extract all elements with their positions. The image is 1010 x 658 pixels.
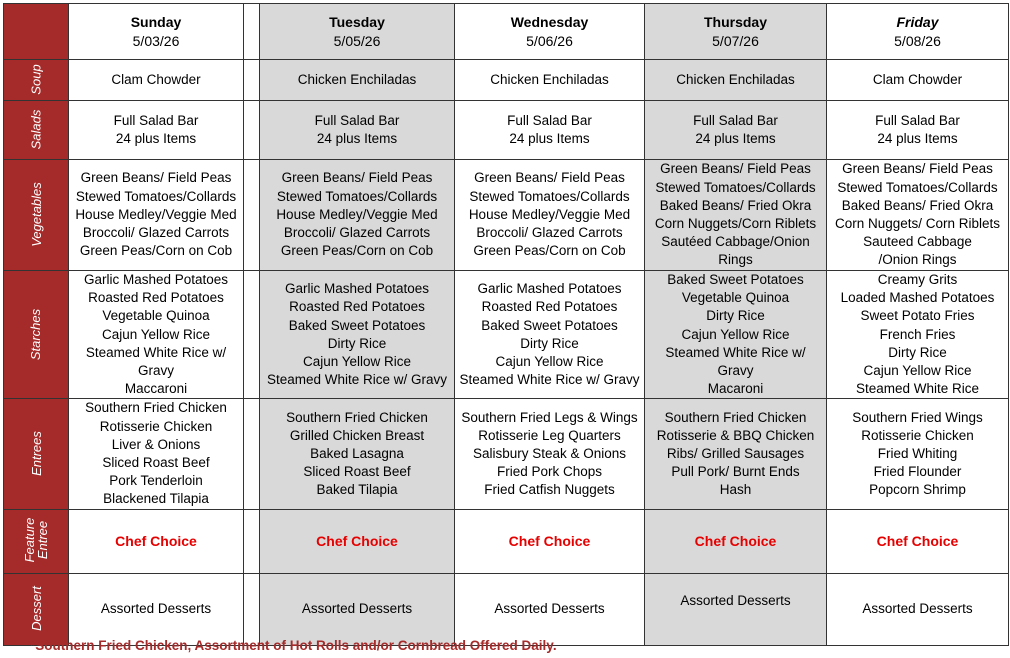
category-label: Dessert bbox=[28, 586, 44, 631]
menu-item: Green Peas/Corn on Cob bbox=[280, 243, 434, 259]
menu-item: Sliced Roast Beef bbox=[102, 455, 210, 471]
menu-item: Fried Whiting bbox=[877, 445, 958, 461]
dessert-item: Assorted Desserts bbox=[680, 593, 791, 609]
header-row bbox=[4, 4, 1009, 60]
menu-item: Dirty Rice bbox=[520, 335, 579, 351]
category-label: Vegetables bbox=[28, 182, 44, 247]
menu-item: Steamed White Rice bbox=[855, 381, 980, 397]
cell-soup bbox=[827, 60, 1009, 101]
menu-item: 24 plus Items bbox=[877, 131, 958, 146]
menu-item: Dirty Rice bbox=[327, 335, 387, 351]
menu-item: Macaroni bbox=[707, 381, 764, 397]
feature-entree: Chef Choice bbox=[508, 532, 591, 549]
category-salads bbox=[4, 101, 69, 160]
menu-item: Baked Lasagna bbox=[310, 445, 404, 461]
menu-item: Cajun Yellow Rice bbox=[101, 326, 211, 342]
menu-item: Chicken Enchiladas bbox=[676, 71, 795, 87]
cell-dessert bbox=[69, 573, 244, 645]
dessert-item: Assorted Desserts bbox=[301, 601, 413, 617]
menu-item: Clam Chowder bbox=[111, 71, 201, 87]
menu-item: Pull Pork/ Burnt Ends bbox=[671, 464, 800, 480]
cell-vegetables bbox=[645, 160, 827, 271]
menu-item: Blackened Tilapia bbox=[103, 491, 209, 507]
menu-item: Cajun Yellow Rice bbox=[863, 363, 972, 379]
menu-item: Baked Tilapia bbox=[316, 482, 398, 498]
menu-item: Green Peas/Corn on Cob bbox=[473, 243, 626, 259]
menu-item: House Medley/Veggie Med bbox=[468, 206, 631, 222]
category-label: Feature Entree bbox=[22, 517, 50, 562]
feature-entree: Chef Choice bbox=[115, 532, 197, 549]
day-name: Wednesday bbox=[510, 13, 589, 30]
spacer-cell bbox=[244, 573, 260, 645]
day-header bbox=[455, 4, 645, 60]
cell-dessert bbox=[455, 573, 645, 645]
row-soup bbox=[4, 60, 1009, 101]
menu-item: Hash bbox=[719, 482, 752, 498]
cell-salads bbox=[260, 101, 455, 160]
cell-entrees bbox=[260, 399, 455, 509]
menu-item: Roasted Red Potatoes bbox=[88, 290, 224, 306]
cell-salads bbox=[69, 101, 244, 160]
cell-entrees bbox=[69, 399, 244, 509]
menu-item: Pork Tenderloin bbox=[109, 473, 203, 489]
day-date: 5/06/26 bbox=[526, 32, 573, 49]
menu-item: House Medley/Veggie Med bbox=[276, 206, 438, 222]
menu-item: Southern Fried Wings bbox=[852, 409, 983, 425]
spacer-cell bbox=[244, 509, 260, 573]
menu-item: Baked Beans/ Fried Okra bbox=[659, 197, 812, 213]
cell-starches bbox=[827, 271, 1009, 399]
day-header bbox=[69, 4, 244, 60]
menu-item: Southern Fried Legs & Wings bbox=[461, 409, 638, 425]
cell-dessert bbox=[260, 573, 455, 645]
menu-item: Fried Flounder bbox=[873, 464, 962, 480]
menu-item: Green Beans/ Field Peas bbox=[842, 161, 993, 177]
menu-item: Steamed White Rice w/ Gravy bbox=[266, 372, 448, 388]
day-header bbox=[827, 4, 1009, 60]
cell-starches bbox=[69, 271, 244, 399]
menu-item: Vegetable Quinoa bbox=[681, 290, 790, 306]
cell-soup bbox=[69, 60, 244, 101]
menu-item: Garlic Mashed Potatoes bbox=[477, 281, 622, 297]
menu-item: Stewed Tomatoes/Collards bbox=[837, 179, 998, 195]
cell-starches bbox=[645, 271, 827, 399]
cell-vegetables bbox=[69, 160, 244, 271]
cell-salads bbox=[827, 101, 1009, 160]
menu-item: House Medley/Veggie Med bbox=[75, 206, 237, 222]
cell-starches bbox=[455, 271, 645, 399]
menu-item: Corn Nuggets/Corn Riblets bbox=[654, 216, 817, 231]
menu-item: Cajun Yellow Rice bbox=[302, 353, 412, 369]
cell-feature bbox=[260, 509, 455, 573]
menu-item: Gravy bbox=[137, 363, 174, 379]
menu-item: Stewed Tomatoes/Collards bbox=[75, 188, 237, 204]
day-name: Friday bbox=[896, 13, 939, 30]
corner-cell bbox=[4, 4, 69, 60]
menu-item: Stewed Tomatoes/Collards bbox=[469, 188, 630, 204]
menu-item: Rotisserie & BBQ Chicken bbox=[656, 427, 815, 443]
spacer-cell bbox=[244, 4, 260, 60]
menu-item: Full Salad Bar bbox=[314, 112, 400, 128]
menu-item: Gravy bbox=[717, 363, 754, 379]
feature-entree: Chef Choice bbox=[876, 532, 959, 549]
menu-item: Liver & Onions bbox=[111, 436, 201, 452]
menu-item: Green Beans/ Field Peas bbox=[80, 170, 232, 186]
cell-feature bbox=[69, 509, 244, 573]
feature-entree: Chef Choice bbox=[316, 532, 398, 549]
menu-item: Sautéed Cabbage/Onion bbox=[661, 234, 810, 250]
menu-item: Ribs/ Grilled Sausages bbox=[666, 445, 805, 461]
category-vegetables bbox=[4, 160, 69, 271]
menu-item: Roasted Red Potatoes bbox=[481, 299, 618, 315]
menu-item: 24 plus Items bbox=[115, 131, 197, 146]
menu-item: Clam Chowder bbox=[872, 71, 963, 87]
menu-item: 24 plus Items bbox=[695, 131, 776, 146]
menu-item: Sauteed Cabbage bbox=[863, 234, 972, 250]
menu-item: Broccoli/ Glazed Carrots bbox=[283, 225, 431, 241]
cell-vegetables bbox=[455, 160, 645, 271]
menu-item: Sliced Roast Beef bbox=[303, 464, 411, 480]
menu-item: Full Salad Bar bbox=[113, 112, 199, 128]
menu-item: Vegetable Quinoa bbox=[102, 308, 210, 324]
menu-item: Garlic Mashed Potatoes bbox=[83, 272, 229, 287]
menu-item: Chicken Enchiladas bbox=[490, 71, 609, 87]
category-label: Entrees bbox=[28, 431, 44, 476]
menu-item: Broccoli/ Glazed Carrots bbox=[82, 225, 230, 241]
category-label: Starches bbox=[28, 308, 44, 360]
cell-dessert bbox=[645, 573, 827, 645]
menu-item: Baked Sweet Potatoes bbox=[481, 317, 618, 333]
menu-item: Rotisserie Leg Quarters bbox=[478, 427, 621, 443]
day-name: Sunday bbox=[130, 13, 182, 30]
menu-item: Full Salad Bar bbox=[507, 112, 592, 128]
spacer-cell bbox=[244, 399, 260, 509]
cell-starches bbox=[260, 271, 455, 399]
row-dessert bbox=[4, 573, 1009, 645]
menu-item: Southern Fried Chicken bbox=[85, 400, 227, 416]
category-entrees bbox=[4, 399, 69, 509]
menu-item: Steamed White Rice w/ bbox=[85, 344, 227, 360]
category-soup bbox=[4, 60, 69, 101]
day-name: Thursday bbox=[703, 13, 767, 30]
menu-item: Southern Fried Chicken bbox=[286, 409, 428, 425]
menu-item: Baked Sweet Potatoes bbox=[667, 272, 804, 287]
cell-entrees bbox=[455, 399, 645, 509]
menu-item: Rotisserie Chicken bbox=[861, 427, 974, 443]
menu-item: Cajun Yellow Rice bbox=[495, 353, 604, 369]
cell-feature bbox=[455, 509, 645, 573]
row-starches bbox=[4, 271, 1009, 399]
menu-item: Maccaroni bbox=[124, 381, 188, 397]
menu-item: Creamy Grits bbox=[877, 272, 958, 287]
menu-item: Full Salad Bar bbox=[693, 112, 778, 128]
category-label: Salads bbox=[28, 109, 44, 150]
dessert-item: Assorted Desserts bbox=[494, 601, 605, 617]
day-name: Tuesday bbox=[329, 13, 385, 30]
menu-item: Cajun Yellow Rice bbox=[681, 326, 790, 342]
weekly-menu-table bbox=[3, 3, 1009, 646]
menu-item: Rings bbox=[718, 252, 753, 268]
menu-item: Steamed White Rice w/ Gravy bbox=[459, 372, 640, 388]
day-header bbox=[260, 4, 455, 60]
day-date: 5/07/26 bbox=[712, 32, 759, 49]
cell-entrees bbox=[645, 399, 827, 509]
cell-soup bbox=[455, 60, 645, 101]
menu-item: Sweet Potato Fries bbox=[860, 308, 975, 324]
row-vegetables bbox=[4, 160, 1009, 271]
menu-item: Rotisserie Chicken bbox=[99, 418, 213, 434]
spacer-cell bbox=[244, 160, 260, 271]
cell-entrees bbox=[827, 399, 1009, 509]
menu-item: Full Salad Bar bbox=[875, 112, 960, 128]
menu-item: Southern Fried Chicken bbox=[664, 409, 807, 425]
menu-item: Green Beans/ Field Peas bbox=[281, 170, 433, 186]
menu-item: Green Beans/ Field Peas bbox=[474, 170, 625, 186]
menu-item: Dirty Rice bbox=[706, 308, 765, 324]
menu-item: Chicken Enchiladas bbox=[297, 71, 417, 87]
cell-soup bbox=[645, 60, 827, 101]
day-date: 5/05/26 bbox=[333, 32, 381, 49]
menu-item: /Onion Rings bbox=[878, 252, 957, 268]
menu-item: Garlic Mashed Potatoes bbox=[284, 281, 430, 297]
cell-soup bbox=[260, 60, 455, 101]
menu-item: 24 plus Items bbox=[509, 131, 590, 146]
cell-salads bbox=[645, 101, 827, 160]
category-feature bbox=[4, 509, 69, 573]
day-header bbox=[645, 4, 827, 60]
dessert-item: Assorted Desserts bbox=[100, 601, 212, 617]
cell-feature bbox=[645, 509, 827, 573]
menu-item: Baked Beans/ Fried Okra bbox=[841, 197, 994, 213]
spacer-cell bbox=[244, 60, 260, 101]
menu-item: Fried Catfish Nuggets bbox=[484, 482, 615, 498]
cell-vegetables bbox=[260, 160, 455, 271]
spacer-cell bbox=[244, 271, 260, 399]
menu-item: Dirty Rice bbox=[888, 344, 947, 360]
feature-entree: Chef Choice bbox=[694, 532, 777, 549]
menu-item: Stewed Tomatoes/Collards bbox=[655, 179, 816, 195]
menu-item: French Fries bbox=[879, 326, 956, 342]
day-date: 5/03/26 bbox=[132, 32, 180, 49]
menu-item: Baked Sweet Potatoes bbox=[288, 317, 426, 333]
daily-offer-footnote: *Southern Fried Chicken, Assortment of Hot Rolls and/or Cornbread Offered Daily. bbox=[30, 638, 557, 653]
spacer-cell bbox=[244, 101, 260, 160]
cell-vegetables bbox=[827, 160, 1009, 271]
menu-item: Green Peas/Corn on Cob bbox=[79, 243, 233, 259]
row-entrees bbox=[4, 399, 1009, 509]
menu-item: Salisbury Steak & Onions bbox=[472, 445, 627, 461]
day-date: 5/08/26 bbox=[894, 32, 941, 49]
menu-item: Steamed White Rice w/ bbox=[665, 344, 806, 360]
dessert-item: Assorted Desserts bbox=[862, 601, 973, 617]
menu-item: Corn Nuggets/ Corn Riblets bbox=[834, 216, 1001, 231]
row-feature bbox=[4, 509, 1009, 573]
category-label: Soup bbox=[28, 64, 44, 95]
menu-item: Green Beans/ Field Peas bbox=[660, 161, 811, 177]
category-dessert bbox=[4, 573, 69, 645]
menu-item: Popcorn Shrimp bbox=[869, 482, 966, 498]
menu-item: Grilled Chicken Breast bbox=[289, 427, 425, 443]
category-starches bbox=[4, 271, 69, 399]
menu-item: Loaded Mashed Potatoes bbox=[840, 290, 995, 306]
row-salads bbox=[4, 101, 1009, 160]
cell-dessert bbox=[827, 573, 1009, 645]
cell-salads bbox=[455, 101, 645, 160]
menu-item: Stewed Tomatoes/Collards bbox=[276, 188, 438, 204]
menu-item: Fried Pork Chops bbox=[496, 464, 603, 480]
menu-item: 24 plus Items bbox=[316, 131, 398, 146]
menu-item: Roasted Red Potatoes bbox=[289, 299, 425, 315]
menu-item: Broccoli/ Glazed Carrots bbox=[476, 225, 623, 241]
cell-feature bbox=[827, 509, 1009, 573]
